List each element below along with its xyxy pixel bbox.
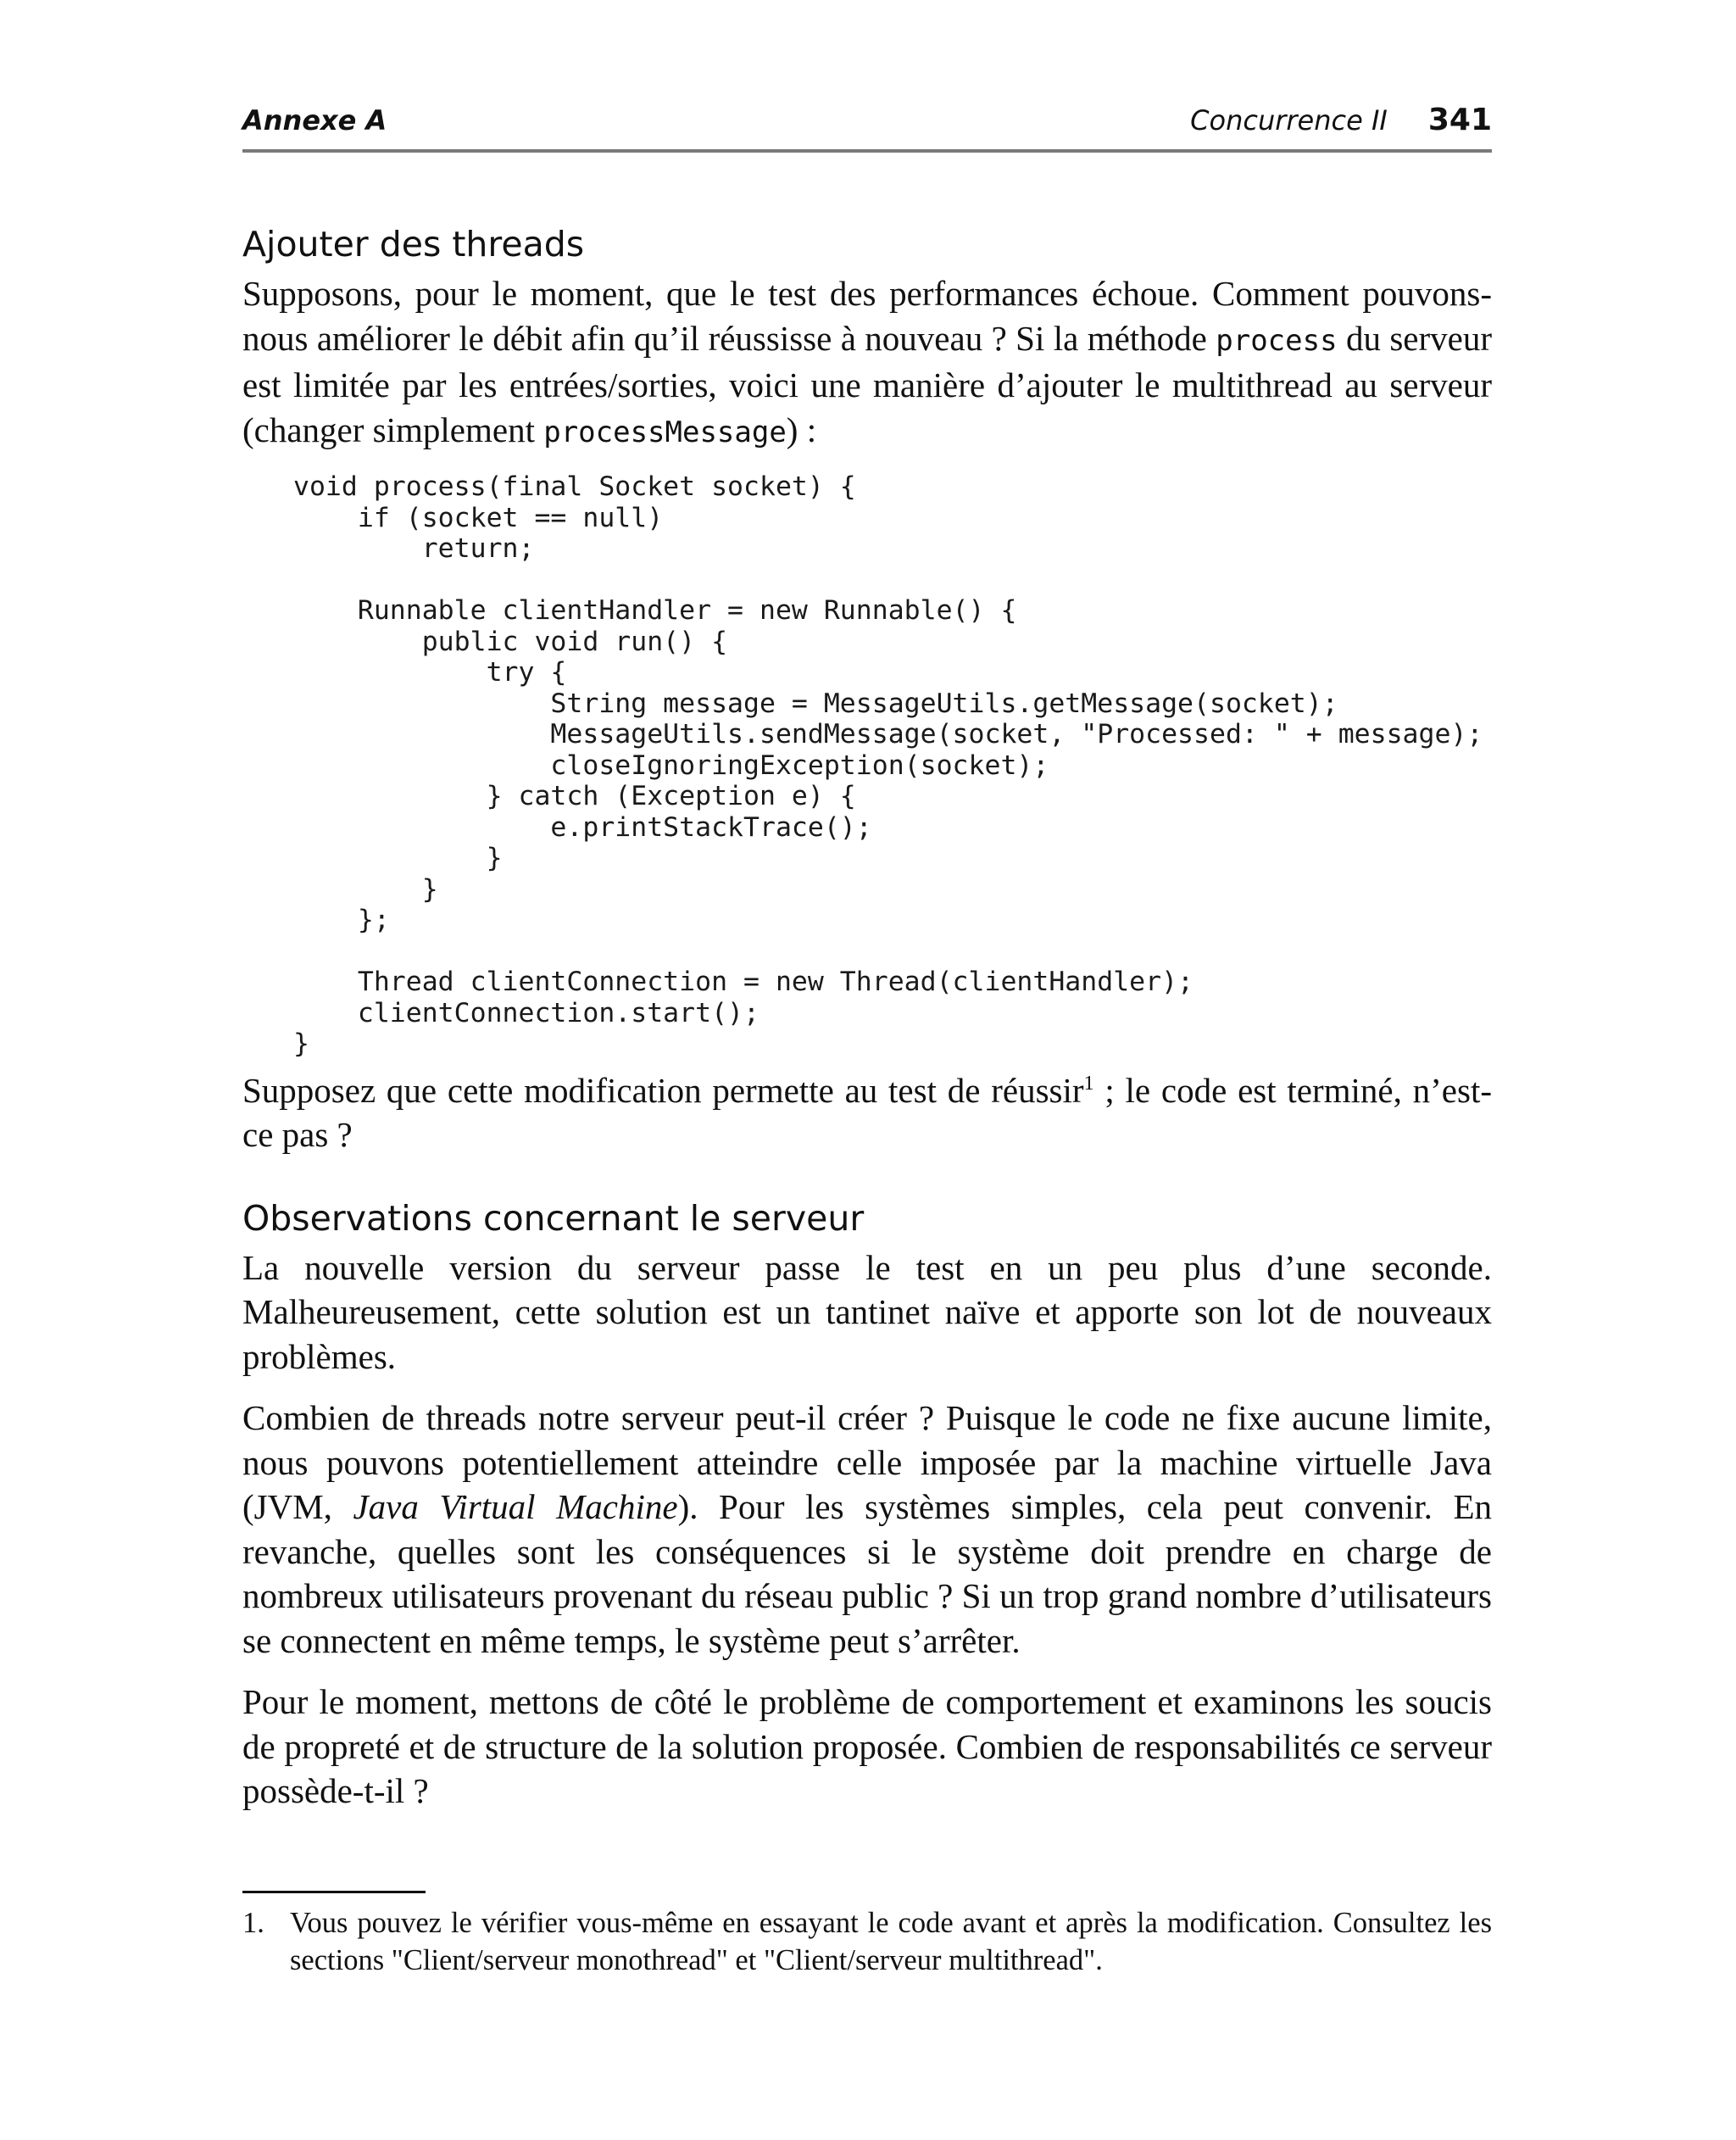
text-run: ; le code est terminé, n’est-ce pas ? (242, 1070, 1492, 1154)
page-number: 341 (1427, 103, 1492, 137)
text-run: ) : (786, 410, 817, 449)
footnote-number: 1. (242, 1907, 264, 1939)
text-run: du serveur est limitée par les entrées/sorties, voici une manière d’ajouter le multithread au serveur (changer simplement (242, 318, 1492, 449)
footnote-rule (242, 1891, 426, 1893)
footnote (242, 1904, 1492, 1979)
paragraph-threads-conclusion (242, 1068, 1492, 1157)
italic-term: Java Virtual Machine (353, 1487, 678, 1526)
code-listing-process: void process(final Socket socket) { if (socket == null) return; Runnable clientHandler = new Runnable() { public void run() { try { String message = MessageUtils.getMessage(socket); MessageUtils.sendMessage(socket, "Processed: " + message); closeIgnoringException(socket); } catch (Exception e) { e.printStackTrace(); } } }; Thread clientConnection = new Thread(clientHandler); clientConnection.start(); } (293, 471, 1483, 1059)
paragraph-threads-intro (242, 271, 1492, 454)
header-chapter-title: Concurrence II (1190, 104, 1388, 137)
section-heading-threads: Ajouter des threads (242, 224, 585, 265)
footnote-text: Vous pouvez le vérifier vous-même en essayant le code avant et après la modification. Consultez les sections "Client/serveur monothread" et "Client/serveur multithread". (290, 1907, 1492, 1976)
paragraph-observations-1: La nouvelle version du serveur passe le test en un peu plus d’une seconde. Malheureusement, cette solution est un tantinet naïve et apporte son lot de nouveaux problèmes. (242, 1247, 1492, 1376)
text-run: Supposons, pour le moment, que le test des performances échoue. Comment pouvons-nous améliorer le débit afin qu’il réussisse à nouveau ? Si la méthode (242, 274, 1492, 358)
footnote-reference: 1 (1083, 1072, 1094, 1095)
text-run: Combien de threads notre serveur peut-il créer ? Puisque le code ne fixe aucune limite, nous pouvons potentiellement atteindre celle imposée par la machine virtuelle Java (JVM, (242, 1398, 1492, 1526)
header-right (1190, 100, 1492, 141)
text-run: Supposez que cette modification permette au test de réussir (242, 1070, 1084, 1110)
inline-code-processmessage: processMessage (543, 415, 787, 449)
paragraph-observations-3: Pour le moment, mettons de côté le problème de comportement et examinons les soucis de propreté et de structure de la solution proposée. Combien de responsabilités ce serveur possède-t-il ? (242, 1682, 1492, 1810)
inline-code-process: process (1216, 323, 1338, 358)
header-appendix-label: Annexe A (242, 104, 387, 137)
section-heading-observations: Observations concernant le serveur (242, 1197, 865, 1239)
page-content (242, 100, 1492, 1814)
text-run: ). Pour les systèmes simples, cela peut convenir. En revanche, quelles sont les conséquences si le système doit prendre en charge de nombreux utilisateurs provenant du réseau public ? Si un trop grand nombre d’utilisateurs se connectent en même temps, le système peut s’arrêter. (242, 1487, 1492, 1660)
paragraph-observations-2 (242, 1396, 1492, 1663)
running-header (242, 100, 1492, 153)
